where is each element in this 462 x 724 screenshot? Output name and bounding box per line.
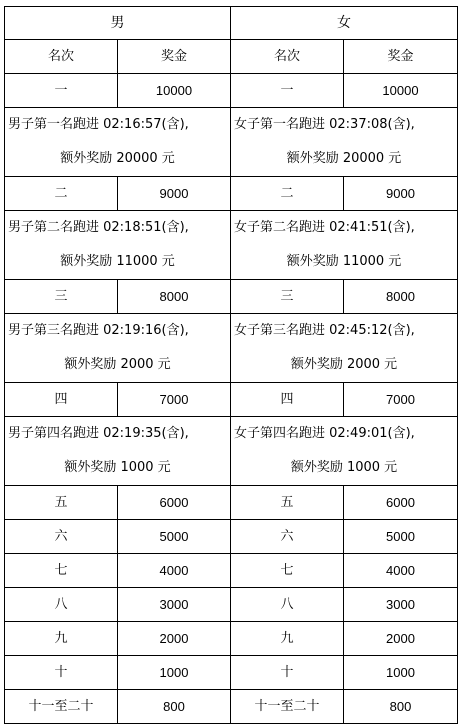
female-prize-cell: 5000 — [344, 520, 458, 554]
header-female-prize: 奖金 — [344, 40, 458, 74]
male-bonus-line2: 额外奖励 20000 元 — [60, 151, 175, 166]
male-rank-cell: 四 — [5, 383, 118, 417]
female-bonus-line1: 女子第一名跑进 02:37:08(含), — [234, 117, 415, 132]
female-rank-cell: 一 — [231, 74, 344, 108]
table-row — [5, 177, 458, 211]
male-bonus-line1: 男子第一名跑进 02:16:57(含), — [8, 117, 189, 132]
header-female: 女 — [231, 7, 458, 40]
bonus-row — [5, 108, 458, 177]
table-row — [5, 383, 458, 417]
female-rank-cell: 六 — [231, 520, 344, 554]
bonus-row — [5, 417, 458, 486]
prize-table — [4, 6, 458, 724]
female-bonus-cell — [231, 417, 458, 486]
female-bonus-line2: 额外奖励 1000 元 — [290, 460, 398, 475]
male-bonus-cell — [5, 108, 231, 177]
male-prize-cell: 2000 — [118, 622, 231, 656]
female-bonus-line2: 额外奖励 20000 元 — [286, 151, 402, 166]
female-prize-cell: 10000 — [344, 74, 458, 108]
female-rank-cell: 七 — [231, 554, 344, 588]
male-rank-cell: 五 — [5, 486, 118, 520]
male-prize-cell: 6000 — [118, 486, 231, 520]
female-bonus-line2: 额外奖励 11000 元 — [286, 254, 402, 269]
table-row — [5, 690, 458, 724]
male-bonus-line1: 男子第四名跑进 02:19:35(含), — [8, 426, 189, 441]
male-prize-cell: 10000 — [118, 74, 231, 108]
female-bonus-cell — [231, 108, 458, 177]
male-prize-cell: 3000 — [118, 588, 231, 622]
female-prize-cell: 1000 — [344, 656, 458, 690]
male-rank-cell: 一 — [5, 74, 118, 108]
female-bonus-line1: 女子第三名跑进 02:45:12(含), — [234, 323, 415, 338]
male-rank-cell: 十一至二十 — [5, 690, 118, 724]
table-row — [5, 554, 458, 588]
female-bonus-line1: 女子第二名跑进 02:41:51(含), — [234, 220, 415, 235]
female-bonus-line1: 女子第四名跑进 02:49:01(含), — [234, 426, 415, 441]
male-bonus-cell — [5, 211, 231, 280]
bonus-row — [5, 211, 458, 280]
header-female-rank: 名次 — [231, 40, 344, 74]
female-prize-cell: 8000 — [344, 280, 458, 314]
female-bonus-cell — [231, 314, 458, 383]
male-prize-cell: 7000 — [118, 383, 231, 417]
female-rank-cell: 十 — [231, 656, 344, 690]
female-prize-cell: 2000 — [344, 622, 458, 656]
female-bonus-line2: 额外奖励 2000 元 — [290, 357, 398, 372]
table-row — [5, 588, 458, 622]
male-rank-cell: 六 — [5, 520, 118, 554]
male-bonus-cell — [5, 417, 231, 486]
male-rank-cell: 三 — [5, 280, 118, 314]
male-prize-cell: 5000 — [118, 520, 231, 554]
female-bonus-cell — [231, 211, 458, 280]
female-prize-cell: 3000 — [344, 588, 458, 622]
header-male: 男 — [5, 7, 231, 40]
table-row — [5, 656, 458, 690]
male-prize-cell: 4000 — [118, 554, 231, 588]
header-male-rank: 名次 — [5, 40, 118, 74]
male-prize-cell: 800 — [118, 690, 231, 724]
female-prize-cell: 800 — [344, 690, 458, 724]
table-row — [5, 74, 458, 108]
table-row — [5, 622, 458, 656]
header-male-prize: 奖金 — [118, 40, 231, 74]
female-prize-cell: 9000 — [344, 177, 458, 211]
male-rank-cell: 七 — [5, 554, 118, 588]
female-rank-cell: 八 — [231, 588, 344, 622]
male-prize-cell: 1000 — [118, 656, 231, 690]
male-rank-cell: 二 — [5, 177, 118, 211]
male-bonus-line2: 额外奖励 1000 元 — [64, 460, 171, 475]
male-prize-cell: 9000 — [118, 177, 231, 211]
female-prize-cell: 4000 — [344, 554, 458, 588]
male-rank-cell: 十 — [5, 656, 118, 690]
table-row — [5, 486, 458, 520]
female-rank-cell: 九 — [231, 622, 344, 656]
bonus-row — [5, 314, 458, 383]
male-bonus-line2: 额外奖励 11000 元 — [60, 254, 175, 269]
female-rank-cell: 四 — [231, 383, 344, 417]
female-rank-cell: 十一至二十 — [231, 690, 344, 724]
table-row — [5, 520, 458, 554]
male-bonus-line1: 男子第二名跑进 02:18:51(含), — [8, 220, 189, 235]
male-bonus-line2: 额外奖励 2000 元 — [64, 357, 171, 372]
male-rank-cell: 八 — [5, 588, 118, 622]
table-row — [5, 280, 458, 314]
header-row-gender — [5, 7, 458, 40]
female-prize-cell: 6000 — [344, 486, 458, 520]
male-bonus-cell — [5, 314, 231, 383]
female-rank-cell: 三 — [231, 280, 344, 314]
male-bonus-line1: 男子第三名跑进 02:19:16(含), — [8, 323, 189, 338]
header-row-columns — [5, 40, 458, 74]
male-rank-cell: 九 — [5, 622, 118, 656]
female-rank-cell: 二 — [231, 177, 344, 211]
female-rank-cell: 五 — [231, 486, 344, 520]
female-prize-cell: 7000 — [344, 383, 458, 417]
male-prize-cell: 8000 — [118, 280, 231, 314]
